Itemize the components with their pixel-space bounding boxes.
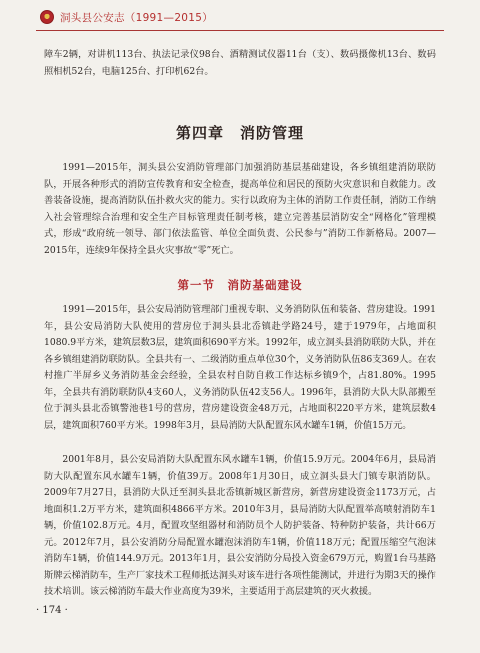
police-emblem-icon bbox=[40, 10, 54, 24]
running-header bbox=[40, 6, 213, 28]
header-title: 洞头县公安志（1991—2015） bbox=[60, 11, 214, 24]
body-paragraph: 2001年8月，县公安局消防大队配置东风水罐车1辆，价值15.9万元。2004年6月，县局消防大队配置东风水罐车1辆，价值39万。2008年1月30日，成立洞头县大门镇专职消防队。2009年7月27日，县消防大队迁至洞头县北岙镇新城区新营房，新营房建设资金1173万元，占地面积1.2万平方米，建筑面积4866平方米。2010年3月，县局消防大队配置举高喷射消防车1辆，价值102.8万元。4月，配置攻坚组器材和消防员个人防护装备、特种防护装备，共计66万元。2012年7月，县公安消防分局配置水罐泡沫消防车1辆，价值118万元；配置压缩空气泡沫消防车1辆，价值144.9万元。2013年1月，县公安消防分局投入资金679万元，购置1台马基路斯牌云梯消防车，生产厂家技术工程师抵达洞头对该车进行各项性能测试，并进行为期3天的操作技术培训。该云梯消防车最大作业高度为39米，主要适用于高层建筑的灭火救援。 bbox=[44, 454, 436, 597]
intro-paragraph: 障车2辆，对讲机113台、执法记录仪98台、酒精测试仪器11台（支）、数码摄像机13台、数码照相机52台，电脑125台、打印机62台。 bbox=[44, 49, 436, 77]
chapter-title: 第四章 消防管理 bbox=[175, 124, 304, 142]
section-title: 第一节 消防基础建设 bbox=[177, 278, 303, 292]
chapter-intro-paragraph: 1991—2015年，洞头县公安消防管理部门加强消防基层基础建设，各乡镇组建消防联防队，开展各种形式的消防宣传教育和安全检查，提高单位和居民的预防火灾意识和自救能力。改善装备设施，提高消防队伍扑救火灾的能力。实行以政府为主体的消防工作责任制，消防工作纳入社会管理综合治理和安全生产目标管理责任制考核，建立完善基层消防安全“网格化”管理模式，形成“政府统一领导、部门依法监管、单位全面负责、公民参与”消防工作新格局。2007—2015年，连续9年保持全县火灾事故“零”死亡。 bbox=[44, 162, 436, 256]
header-divider bbox=[36, 30, 444, 31]
body-paragraph: 1991—2015年，县公安局消防管理部门重视专职、义务消防队伍和装备、营房建设。1991年，县公安局消防大队使用的营房位于洞头县北岙镇赴学路24号，建于1979年，占地面积1080.9平方米，建筑层数3层，建筑面积690平方米。1992年，成立洞头县消防联防大队，并在各乡镇组建消防联防队。全县共有一、二级消防重点单位30个，义务消防队伍86支369人。在农村推广半屏乡义务消防基金会经验，全县农村自防自救工作达标乡镇9个，占81.80%。1995年，全县共有消防联防队4支60人，义务消防队伍42支56人。1996年，县消防大队大队部搬至位于洞头县北岙镇警池巷1号的营房，营房建设资金48万元，占地面积220平方米，建筑层数4层，建筑面积760平方米。1998年3月，县局消防大队配置东风水罐车1辆，价值15万元。 bbox=[44, 304, 436, 431]
page-number: · 174 · bbox=[36, 605, 68, 616]
